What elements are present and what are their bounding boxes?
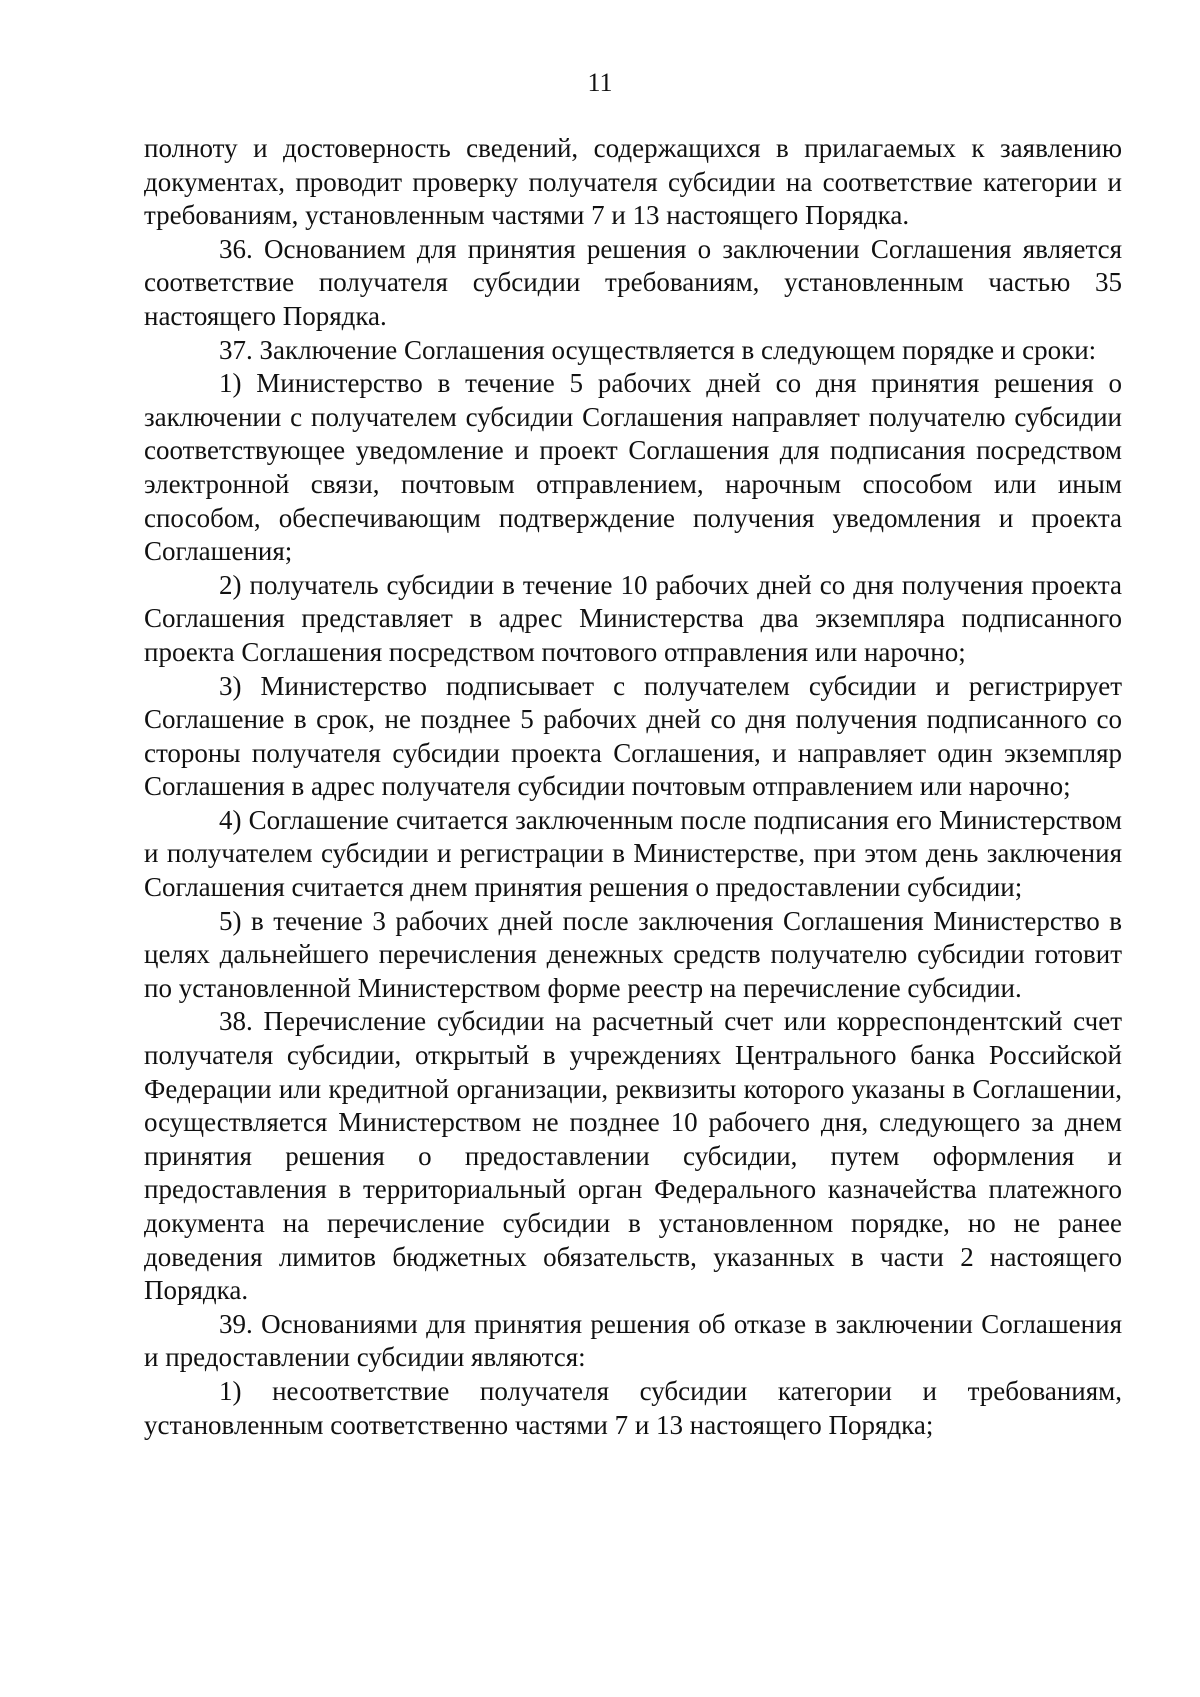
paragraph-item-37: 37. Заключение Соглашения осуществляется в следующем порядке и сроки: <box>219 334 1097 365</box>
page-number: 11 <box>587 68 613 97</box>
page-body <box>144 132 1122 1442</box>
paragraph-item-37-4: 4) Соглашение считается заключенным после подписания его Министерством и получателем субсидии и регистрации в Министерстве, при этом день заключения Соглашения считается днем принятия решения о предоставлении субсидии; <box>144 804 1122 903</box>
paragraph-item-37-5: 5) в течение 3 рабочих дней после заключения Соглашения Министерство в целях дальнейшего перечисления денежных средств получателю субсидии готовит по установленной Министерством форме реестр на перечисление субсидии. <box>144 905 1122 1003</box>
paragraph-item-37-3: 3) Министерство подписывает с получателем субсидии и регистрирует Соглашение в срок, не позднее 5 рабочих дней со дня получения подписанного со стороны получателя субсидии проекта Соглашения, и направляет один экземпляр Соглашения в адрес получателя субсидии почтовым отправлением или нарочно; <box>144 670 1122 802</box>
paragraph-item-37-2: 2) получатель субсидии в течение 10 рабочих дней со дня получения проекта Соглашения представляет в адрес Министерства два экземпляра подписанного проекта Соглашения посредством почтового отправления или нарочно; <box>144 569 1122 667</box>
paragraph-continuation: полноту и достоверность сведений, содержащихся в прилагаемых к заявлению документах, проводит проверку получателя субсидии на соответствие категории и требованиям, установленным частями 7 и 13 настоящего Порядка. <box>144 133 1122 231</box>
paragraph-item-37-1: 1) Министерство в течение 5 рабочих дней со дня принятия решения о заключении с получателем субсидии Соглашения направляет получателю субсидии соответствующее уведомление и проект Соглашения для подписания посредством электронной связи, почтовым отправлением, нарочным способом или иным способом, обеспечивающим подтверждение получения уведомления и проекта Соглашения; <box>144 368 1122 567</box>
paragraph-item-39: 39. Основаниями для принятия решения об отказе в заключении Соглашения и предоставлении субсидии являются: <box>144 1308 1122 1373</box>
paragraph-item-39-1: 1) несоответствие получателя субсидии категории и требованиям, установленным соответственно частями 7 и 13 настоящего Порядка; <box>144 1375 1122 1440</box>
paragraph-item-38: 38. Перечисление субсидии на расчетный счет или корреспондентский счет получателя субсидии, открытый в учреждениях Центрального банка Российской Федерации или кредитной организации, реквизиты которого указаны в Соглашении, осуществляется Министерством не позднее 10 рабочего дня, следующего за днем принятия решения о предоставлении субсидии, путем оформления и предоставления в территориальный орган Федерального казначейства платежного документа на перечисление субсидии в установленном порядке, но не ранее доведения лимитов бюджетных обязательств, указанных в части 2 настоящего Порядка. <box>144 1006 1122 1306</box>
paragraph-item-36: 36. Основанием для принятия решения о заключении Соглашения является соответствие получателя субсидии требованиям, установленным частью 35 настоящего Порядка. <box>144 233 1122 331</box>
